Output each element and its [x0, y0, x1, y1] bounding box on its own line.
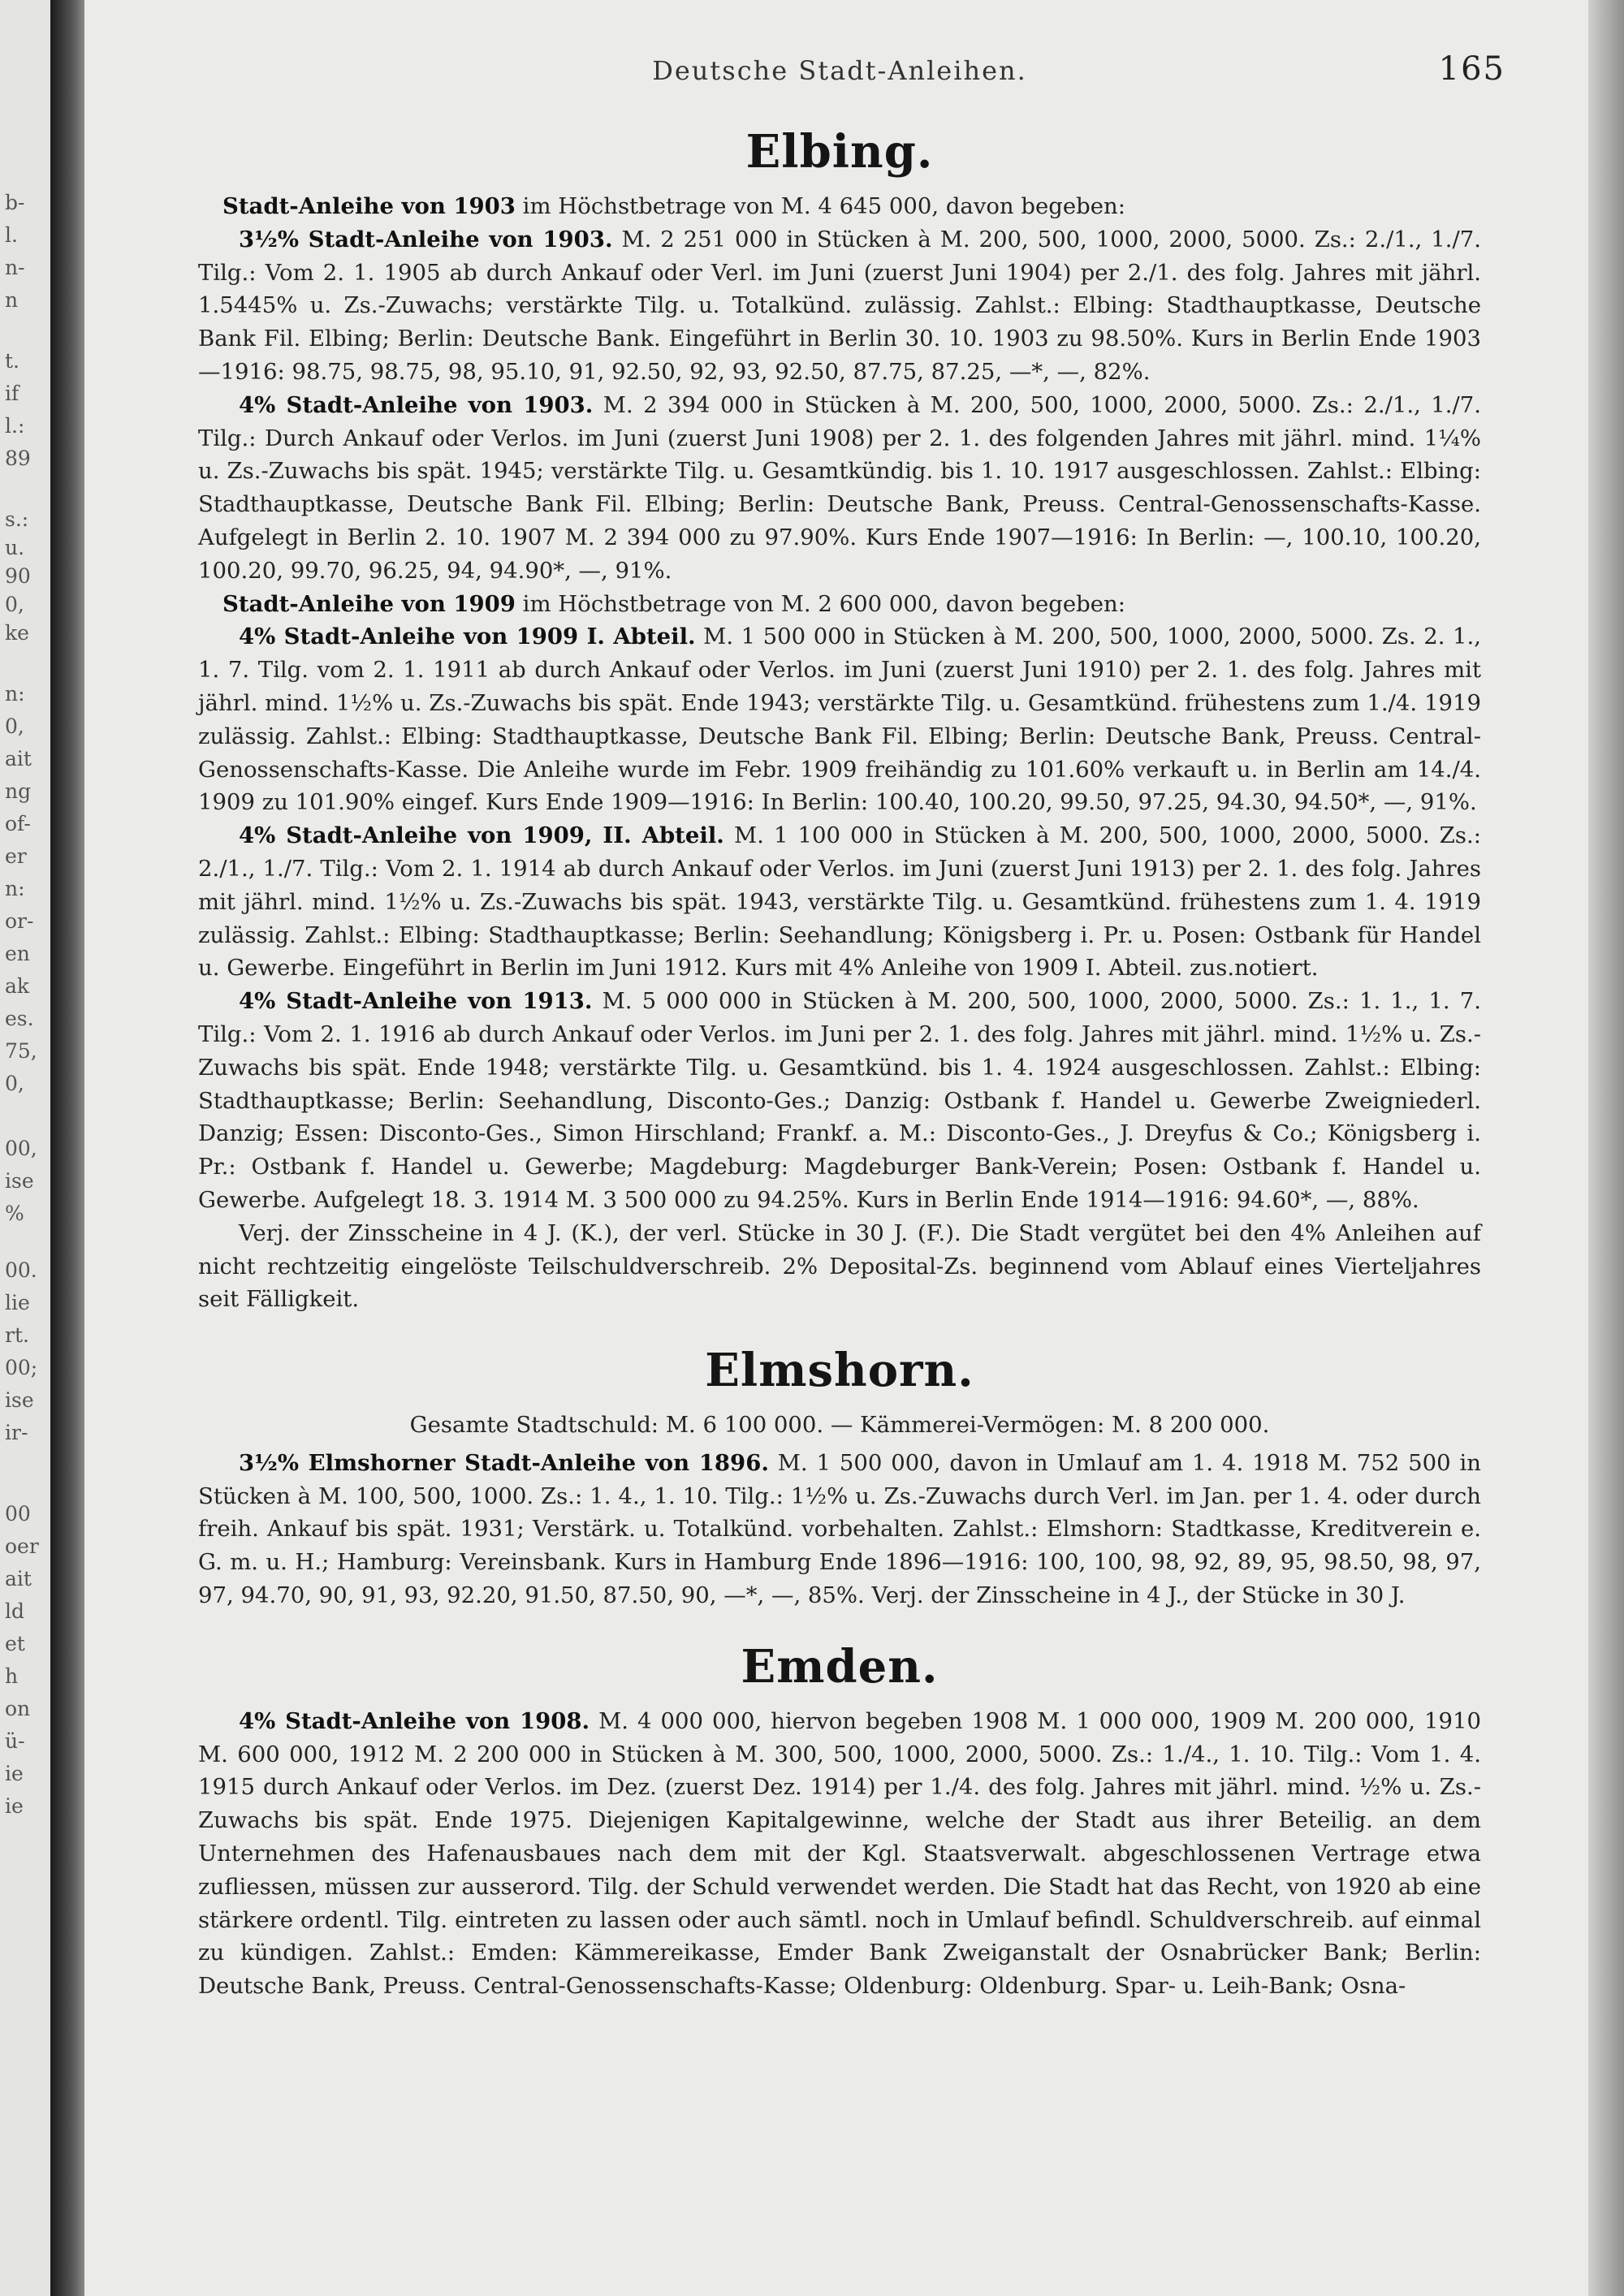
- loan-entry: [198, 620, 1481, 819]
- page-fragment: ü-: [5, 1729, 25, 1753]
- loan-text: Verj. der Zinsscheine in 4 J. (K.), der verl. Stücke in 30 J. (F.). Die Stadt vergütet bei den 4% Anleihen auf nicht rechtzeitig eingelöste Teilschuldverschreib. 2% Deposital-Zs. beginnend vom Ablauf eines Vierteljahres seit Fälligkeit.: [198, 1219, 1481, 1313]
- page-fragment: 0,: [5, 1072, 24, 1095]
- loan-entry: [198, 190, 1481, 223]
- page-fragment: or-: [5, 909, 34, 933]
- loan-text: M. 1 100 000 in Stücken à M. 200, 500, 1000, 2000, 5000. Zs.: 2./1., 1./7. Tilg.: Vom 2. 1. 1914 ab durch Ankauf oder Verlos. im Juni (zuerst Juni 1913) per 2. 1. des folg. Jahres mit jährl. mind. 1½% u. Zs.-Zuwachs bis spät. 1943, verstärkte Tilg. u. Gesamtkünd. frühestens zum 1. 4. 1919 zulässig. Zahlst.: Elbing: Stadthauptkasse; Berlin: Seehandlung; Königsberg i. Pr. u. Posen: Ostbank für Handel u. Gewerbe. Eingeführt in Berlin im Juni 1912. Kurs mit 4% Anleihe von 1909 I. Abteil. zus.notiert.: [198, 822, 1481, 982]
- page-fragment: ait: [5, 747, 32, 770]
- loan-text: im Höchstbetrage von M. 4 645 000, davon begeben:: [515, 193, 1125, 219]
- page-fragment: 89: [5, 447, 31, 470]
- page-fragment: n:: [5, 682, 25, 706]
- page-fragment: n: [5, 288, 19, 312]
- page-fragment: on: [5, 1697, 31, 1720]
- loan-entry: [198, 1705, 1481, 2003]
- page-fragment: 0,: [5, 714, 24, 738]
- section-elmshorn: [198, 1344, 1481, 1612]
- book-page: [84, 0, 1588, 2296]
- loan-text: M. 2 251 000 in Stücken à M. 200, 500, 1000, 2000, 5000. Zs.: 2./1., 1./7. Tilg.: Vom 2. 1. 1905 ab durch Ankauf oder Verl. im Juni (zuerst Juni 1904) per 2./1. des folg. Jahres mit jährl. 1.5445% u. Zs.-Zuwachs; verstärkte Tilg. u. Totalkünd. zulässig. Zahlst.: Elbing: Stadthauptkasse, Deutsche Bank Fil. Elbing; Berlin: Deutsche Bank. Eingeführt in Berlin 30. 10. 1903 zu 98.50%. Kurs in Berlin Ende 1903—1916: 98.75, 98.75, 98, 95.10, 91, 92.50, 92, 93, 92.50, 87.75, 87.25, —*, —, 82%.: [198, 226, 1481, 385]
- loan-title: 3½% Elmshorner Stadt-Anleihe von 1896.: [239, 1449, 769, 1476]
- loan-entry: [198, 223, 1481, 389]
- running-title: Deutsche Stadt-Anleihen.: [652, 55, 1027, 86]
- loan-note: [198, 1217, 1481, 1316]
- page-fragment: u.: [5, 536, 25, 559]
- page-fragment: n-: [5, 256, 25, 279]
- city-debt-summary: Gesamte Stadtschuld: M. 6 100 000. — Kämmerei-Vermögen: M. 8 200 000.: [409, 1412, 1270, 1439]
- page-fragment: ie: [5, 1762, 24, 1785]
- loan-title: Stadt-Anleihe von 1903: [222, 193, 516, 219]
- running-header: [198, 49, 1505, 97]
- section-elbing: [198, 125, 1481, 1316]
- page-fragment: 00.: [5, 1258, 37, 1282]
- page-fragment: b-: [5, 191, 25, 214]
- page-fragment: oer: [5, 1534, 39, 1558]
- page-fragment: ise: [5, 1169, 34, 1193]
- page-fragment: if: [5, 382, 19, 405]
- page-edge-right: [1588, 0, 1624, 2296]
- page-fragment: 00,: [5, 1137, 37, 1160]
- loan-text: im Höchstbetrage von M. 2 600 000, davon begeben:: [515, 590, 1125, 617]
- page-fragment: 00;: [5, 1356, 38, 1379]
- page-fragment: er: [5, 844, 27, 868]
- page-fragment: of-: [5, 812, 31, 835]
- loan-text: M. 5 000 000 in Stücken à M. 200, 500, 1000, 2000, 5000. Zs.: 1. 1., 1. 7. Tilg.: Vom 2. 1. 1916 ab durch Ankauf oder Verlos. im Juni per 2. 1. des folg. Jahres mit jährl. mind. 1½% u. Zs.-Zuwachs bis spät. Ende 1948; verstärkte Tilg. u. Gesamtkünd. bis 1. 4. 1924 ausgeschlossen. Zahlst.: Elbing: Stadthauptkasse; Berlin: Seehandlung, Disconto-Ges.; Danzig: Ostbank f. Handel u. Gewerbe Zweigniederl. Danzig; Essen: Disconto-Ges., Simon Hirschland; Frankf. a. M.: Disconto-Ges., J. Dreyfus & Co.; Königsberg i. Pr.: Ostbank f. Handel u. Gewerbe; Magdeburg: Magdeburger Bank-Verein; Posen: Ostbank f. Handel u. Gewerbe. Aufgelegt 18. 3. 1914 M. 3 500 000 zu 94.25%. Kurs in Berlin Ende 1914—1916: 94.60*, —, 88%.: [198, 988, 1481, 1213]
- loan-title: 3½% Stadt-Anleihe von 1903.: [239, 226, 613, 252]
- page-fragment: ie: [5, 1794, 24, 1818]
- page-fragment: en: [5, 942, 30, 965]
- loan-text: M. 1 500 000 in Stücken à M. 200, 500, 1000, 2000, 5000. Zs. 2. 1., 1. 7. Tilg. vom 2. 1. 1911 ab durch Ankauf oder Verlos. im Juni (zuerst Juni 1910) per 2. 1. des folg. Jahres mit jährl. mind. 1½% u. Zs.-Zuwachs bis spät. Ende 1943; verstärkte Tilg. u. Gesamtkünd. frühestens zum 1./4. 1919 zulässig. Zahlst.: Elbing: Stadthauptkasse, Deutsche Bank Fil. Elbing; Berlin: Deutsche Bank, Preuss. Central-Genossenschafts-Kasse. Die Anleihe wurde im Febr. 1909 freihändig zu 101.60% verkauft u. in Berlin am 14./4. 1909 zu 101.90% eingef. Kurs Ende 1909—1916: In Berlin: 100.40, 100.20, 99.50, 97.25, 94.30, 94.50*, —, 91%.: [198, 624, 1482, 816]
- loan-text: M. 4 000 000, hiervon begeben 1908 M. 1 000 000, 1909 M. 200 000, 1910 M. 600 000, 1912 M. 2 200 000 in Stücken à M. 300, 500, 1000, 2000, 5000. Zs.: 1./4., 1. 10. Tilg.: Vom 1. 4. 1915 durch Ankauf oder Verlos. im Dez. (zuerst Dez. 1914) per 1./4. des folg. Jahres mit jährl. mind. ½% u. Zs.-Zuwachs bis spät. Ende 1975. Diejenigen Kapitalgewinne, welche der Stadt aus ihrer Beteilig. an dem Unternehmen des Hafenausbaues nach dem mit der Kgl. Staatsverwalt. abgeschlossenen Vertrage etwa zufliessen, müssen zur ausserord. Tilg. der Schuld verwendet werden. Die Stadt hat das Recht, von 1920 ab eine stärkere ordentl. Tilg. eintreten zu lassen oder auch sämtl. noch in Umlauf befindl. Schuldverschreib. auf einmal zu kündigen. Zahlst.: Emden: Kämmereikasse, Emder Bank Zweiganstalt der Osnabrücker Bank; Berlin: Deutsche Bank, Preuss. Central-Genossenschafts-Kasse; Oldenburg: Oldenburg. Spar- u. Leih-Bank; Osna-: [198, 1707, 1481, 2000]
- page-fragment: ak: [5, 974, 30, 998]
- page-fragment: l.:: [5, 414, 25, 438]
- page-fragment: es.: [5, 1007, 34, 1030]
- page-fragment: t.: [5, 349, 19, 373]
- page-fragment: n:: [5, 877, 25, 900]
- loan-entry: [198, 588, 1481, 621]
- loan-title: 4% Stadt-Anleihe von 1913.: [239, 988, 593, 1015]
- page-fragment: ng: [5, 779, 32, 803]
- page-content: [198, 49, 1505, 2003]
- page-fragment: ait: [5, 1567, 32, 1590]
- loan-text: M. 2 394 000 in Stücken à M. 200, 500, 1000, 2000, 5000. Zs.: 2./1., 1./7. Tilg.: Durch Ankauf oder Verlos. im Juni (zuerst Juni 1908) per 2. 1. des folgenden Jahres mit jährl. mind. 1¼% u. Zs.-Zuwachs bis spät. 1945; verstärkte Tilg. u. Gesamtkündig. bis 1. 10. 1917 ausgeschlossen. Zahlst.: Elbing: Stadthauptkasse, Deutsche Bank Fil. Elbing; Berlin: Deutsche Bank, Preuss. Central-Genossenschafts-Kasse. Aufgelegt in Berlin 2. 10. 1907 M. 2 394 000 zu 97.90%. Kurs Ende 1907—1916: In Berlin: —, 100.10, 100.20, 100.20, 99.70, 96.25, 94, 94.90*, —, 91%.: [198, 391, 1481, 584]
- page-fragment: rt.: [5, 1323, 29, 1347]
- loan-title: Stadt-Anleihe von 1909: [222, 590, 516, 617]
- loan-title: 4% Stadt-Anleihe von 1908.: [239, 1707, 590, 1734]
- page-fragment: l.: [5, 223, 18, 247]
- page-fragment: s.:: [5, 507, 29, 531]
- loan-entry: [198, 389, 1481, 588]
- previous-page-edge: [0, 0, 50, 2296]
- page-fragment: ke: [5, 621, 29, 645]
- page-fragment: 00: [5, 1502, 31, 1526]
- loan-title: 4% Stadt-Anleihe von 1903.: [239, 391, 594, 418]
- city-heading: Emden.: [741, 1639, 939, 1694]
- page-fragment: lie: [5, 1291, 30, 1314]
- city-heading: Elmshorn.: [705, 1344, 974, 1398]
- loan-entry: [198, 819, 1481, 985]
- loan-text: M. 1 500 000, davon in Umlauf am 1. 4. 1918 M. 752 500 in Stücken à M. 100, 500, 1000. Zs.: 1. 4., 1. 10. Tilg.: 1½% u. Zs.-Zuwachs durch Verl. im Jan. per 1. 4. oder durch freih. Ankauf bis spät. 1931; Verstärk. u. Totalkünd. vorbehalten. Zahlst.: Elmshorn: Stadtkasse, Kreditverein e. G. m. u. H.; Hamburg: Vereinsbank. Kurs in Hamburg Ende 1896—1916: 100, 100, 98, 92, 89, 95, 98.50, 98, 97, 97, 94.70, 90, 91, 93, 92.20, 91.50, 87.50, 90, —*, —, 85%. Verj. der Zinsscheine in 4 J., der Stücke in 30 J.: [198, 1449, 1481, 1609]
- page-fragment: 0,: [5, 593, 24, 616]
- page-fragment: ir-: [5, 1421, 28, 1444]
- page-fragment: 90: [5, 564, 31, 588]
- page-number: 165: [1438, 50, 1505, 88]
- loan-entry: [198, 985, 1481, 1217]
- section-emden: [198, 1640, 1481, 2003]
- page-fragment: et: [5, 1632, 25, 1655]
- page-fragment: h: [5, 1664, 19, 1688]
- page-fragment: 75,: [5, 1039, 37, 1063]
- loan-entry: [198, 1447, 1481, 1612]
- page-fragment: ld: [5, 1599, 24, 1623]
- loan-title: 4% Stadt-Anleihe von 1909, II. Abteil.: [239, 822, 724, 849]
- book-binding-shadow: [50, 0, 84, 2296]
- page-fragment: ise: [5, 1388, 34, 1412]
- loan-title: 4% Stadt-Anleihe von 1909 I. Abteil.: [239, 624, 696, 650]
- city-heading: Elbing.: [745, 125, 934, 179]
- page-fragment: %: [5, 1202, 24, 1225]
